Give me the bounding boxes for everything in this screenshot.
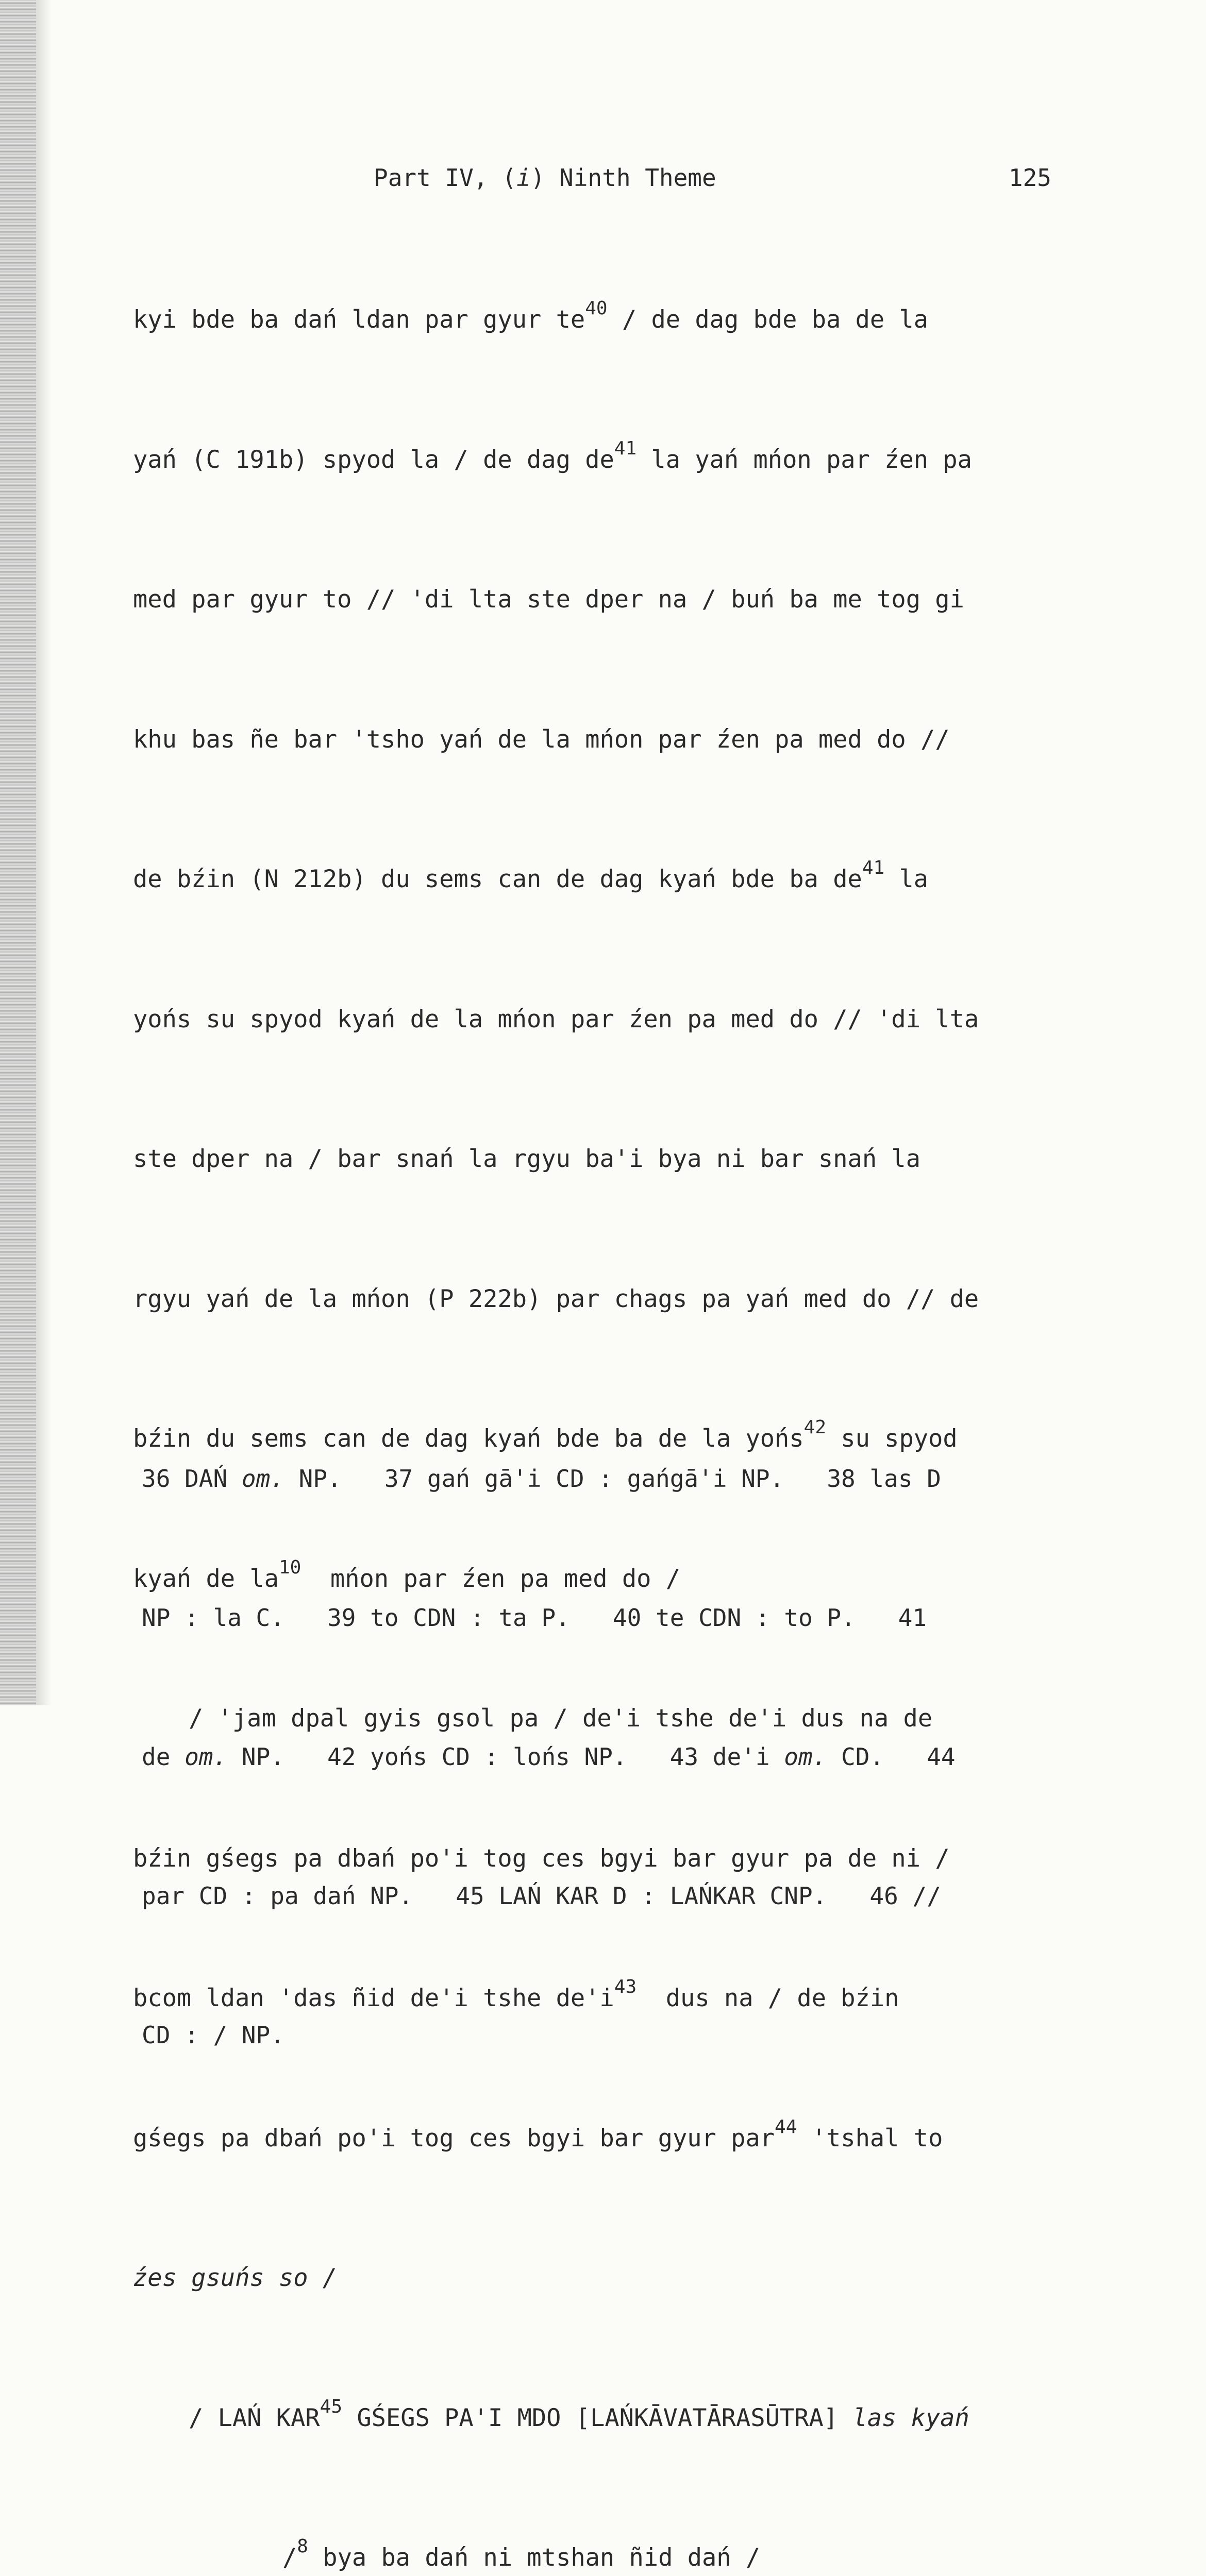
running-title: Part IV, (i) Ninth Theme xyxy=(374,164,716,192)
footnote-ref: 45 xyxy=(320,2396,343,2417)
text-line: / 'jam dpal gyis gsol pa / de'i tshe de'i dus na de xyxy=(189,1704,933,1733)
note-line: CD : / NP. xyxy=(142,2021,284,2049)
text-line: bźin du sems can de dag kyań bde ba de la yońs$^{42}$ su spyod xyxy=(133,1417,958,1453)
note-line: par CD : pa dań NP. 45 LAŃ KAR D : LAŃKAR CNP. 46 // xyxy=(142,1882,941,1910)
footnote-ref: 8 xyxy=(297,2536,308,2557)
gutter-shadow xyxy=(36,0,52,1705)
text-line: yońs su spyod kyań de la mńon par źen pa med do // 'di lta xyxy=(133,1005,979,1033)
note-line: NP : la C. 39 to CDN : ta P. 40 te CDN : to P. 41 xyxy=(142,1604,927,1632)
text-line: yań (C 191b) spyod la / de dag de$^{41}$ la yań mńon par źen pa xyxy=(133,437,972,474)
critical-apparatus xyxy=(142,1363,1059,2105)
text-line: gśegs pa dbań po'i tog ces bgyi bar gyur par$^{44}$ 'tshal to xyxy=(133,2116,943,2153)
text-line: kyań de la$^{10}$ mńon par źen pa med do / xyxy=(133,1556,681,1593)
footnote-ref: 40 xyxy=(585,298,608,319)
note-line: 36 DAŃ om. NP. 37 gań gā'i CD : gańgā'i NP. 38 las D xyxy=(142,1465,941,1493)
text-line: de bźin (N 212b) du sems can de dag kyań bde ba de$^{41}$ la xyxy=(133,857,929,893)
note-line: de om. NP. 42 yońs CD : lońs NP. 43 de'i om. CD. 44 xyxy=(142,1743,956,1771)
book-binding-edge xyxy=(0,0,36,1705)
page-number: 125 xyxy=(1008,164,1051,192)
footnote-ref: 42 xyxy=(803,1417,826,1438)
footnote-ref: 41 xyxy=(614,437,637,459)
text-line: / LAŃ KAR$^{45}$ GŚEGS PA'I MDO [LAŃKĀVATĀRASŪTRA] las kyań xyxy=(189,2396,969,2432)
text-line: khu bas ñe bar 'tsho yań de la mńon par źen pa med do // xyxy=(133,725,950,754)
text-line: med par gyur to // 'di lta ste dper na / buń ba me tog gi xyxy=(133,585,964,614)
text-line: źes gsuńs so / xyxy=(133,2264,338,2292)
text-line: ste dper na / bar snań la rgyu ba'i bya ni bar snań la xyxy=(133,1145,921,1173)
footnote-ref: 10 xyxy=(278,1556,301,1578)
footnote-ref: 41 xyxy=(862,857,885,878)
running-header xyxy=(129,149,1051,206)
footnote-ref: 44 xyxy=(775,2116,797,2138)
text-line: bcom ldan 'das ñid de'i tshe de'i$^{43}$ dus na / de bźin xyxy=(133,1976,899,2012)
verse-line: /$^8$ bya ba dań ni mtshan ñid dań / xyxy=(282,2536,761,2572)
text-line: kyi bde ba dań ldan par gyur te$^{40}$ / de dag bde ba de la xyxy=(133,298,929,334)
text-line: bźin gśegs pa dbań po'i tog ces bgyi bar gyur pa de ni / xyxy=(133,1844,950,1873)
text-line: rgyu yań de la mńon (P 222b) par chags pa yań med do // de xyxy=(133,1284,979,1313)
footnote-ref: 43 xyxy=(614,1976,637,1997)
